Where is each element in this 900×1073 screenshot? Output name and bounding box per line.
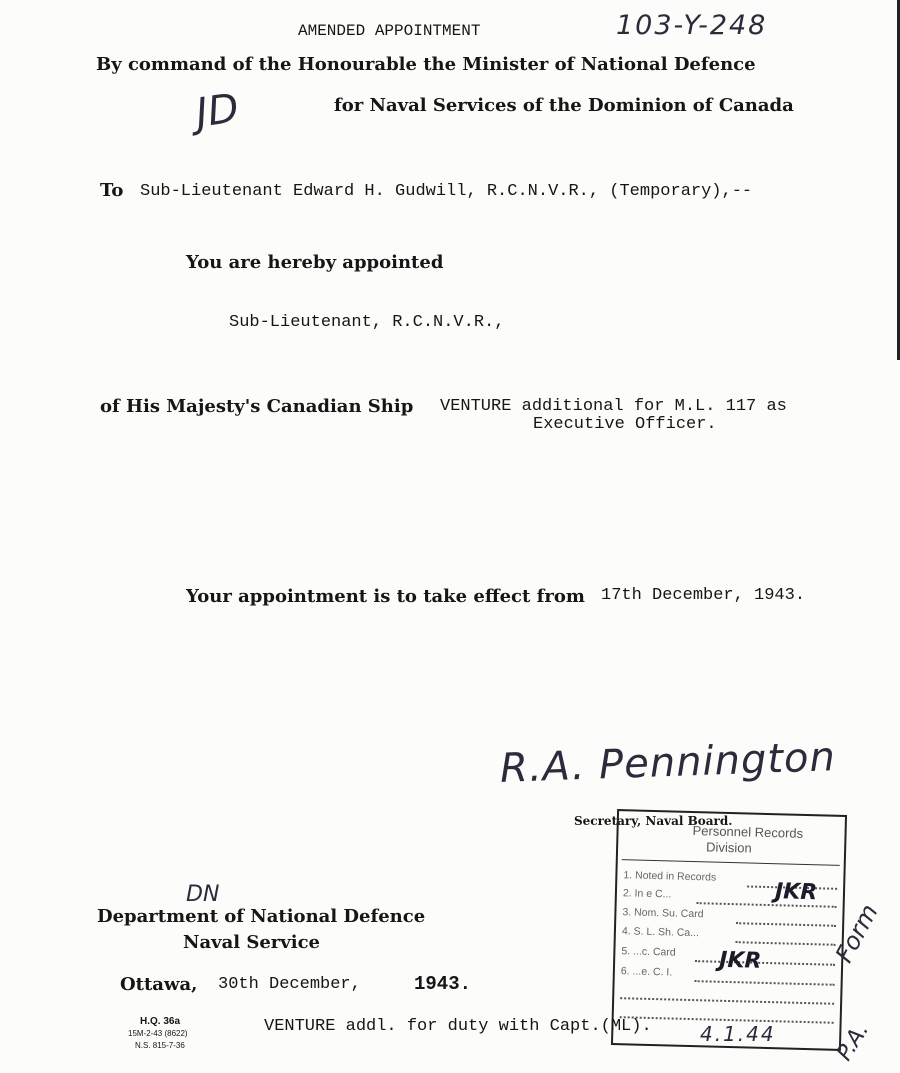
stamp-title-2: Division xyxy=(705,839,752,856)
department-line-1: Department of National Defence xyxy=(97,906,426,927)
stamp-item: 4. S. L. Sh. Ca... xyxy=(621,925,700,940)
stamp-dots xyxy=(695,960,835,966)
footer-note: VENTURE addl. for duty with Capt.(ML). xyxy=(264,1017,652,1036)
stamp-dots xyxy=(736,922,836,927)
form-print-1: 15M-2-43 (8622) xyxy=(128,1029,188,1038)
place-city: Ottawa, xyxy=(120,974,198,995)
stamp-dots xyxy=(695,980,835,986)
effect-label: Your appointment is to take effect from xyxy=(186,586,585,607)
appointed-heading: You are hereby appointed xyxy=(186,252,444,273)
signature-title: Secretary, Naval Board. xyxy=(574,814,733,828)
stamp-item: 2. In e C... xyxy=(622,887,672,901)
margin-note-form: Form xyxy=(830,899,884,968)
department-line-2: Naval Service xyxy=(183,932,320,953)
stamp-item: 1. Noted in Records xyxy=(623,869,717,884)
to-prefix: To xyxy=(100,180,124,201)
ship-line-2: Executive Officer. xyxy=(533,415,717,434)
stamp-title-1: Personnel Records xyxy=(692,823,804,841)
place-year: 1943. xyxy=(414,973,472,995)
command-line-1: By command of the Honourable the Minister of National Defence xyxy=(96,54,756,75)
form-code: H.Q. 36a xyxy=(140,1016,181,1027)
place-date: 30th December, xyxy=(218,975,361,994)
effect-date: 17th December, 1943. xyxy=(601,586,806,605)
handwritten-date: 4.1.44 xyxy=(700,1022,776,1046)
stamp-dots xyxy=(620,997,834,1005)
stamp-initials: JKR xyxy=(774,879,818,906)
recipient-name: Sub-Lieutenant Edward H. Gudwill, R.C.N.V.R., (Temporary),-- xyxy=(140,182,753,201)
document-title: AMENDED APPOINTMENT xyxy=(298,22,481,40)
signature: R.A. Pennington xyxy=(499,734,837,792)
stamp-initials: JKR xyxy=(718,947,762,974)
margin-note-pa: P.A. xyxy=(832,1018,875,1066)
ship-line-1: VENTURE additional for M.L. 117 as xyxy=(440,397,787,416)
stamp-dots xyxy=(736,941,836,946)
stamp-item: 3. Nom. Su. Card xyxy=(622,906,704,921)
records-stamp xyxy=(611,809,847,1051)
handwritten-initials-top: JD xyxy=(193,85,242,137)
stamp-rule xyxy=(622,859,840,866)
ship-prefix: of His Majesty's Canadian Ship xyxy=(100,396,414,417)
appointed-rank: Sub-Lieutenant, R.C.N.V.R., xyxy=(229,313,505,332)
department-initials: DN xyxy=(186,882,220,907)
stamp-item: 5. ...c. Card xyxy=(621,945,676,959)
stamp-item: 6. ...e. C. I. xyxy=(620,965,673,979)
command-line-2: for Naval Services of the Dominion of Canada xyxy=(334,95,794,116)
file-reference: 103-Y-248 xyxy=(616,10,768,41)
form-print-2: N.S. 815-7-36 xyxy=(135,1041,185,1050)
